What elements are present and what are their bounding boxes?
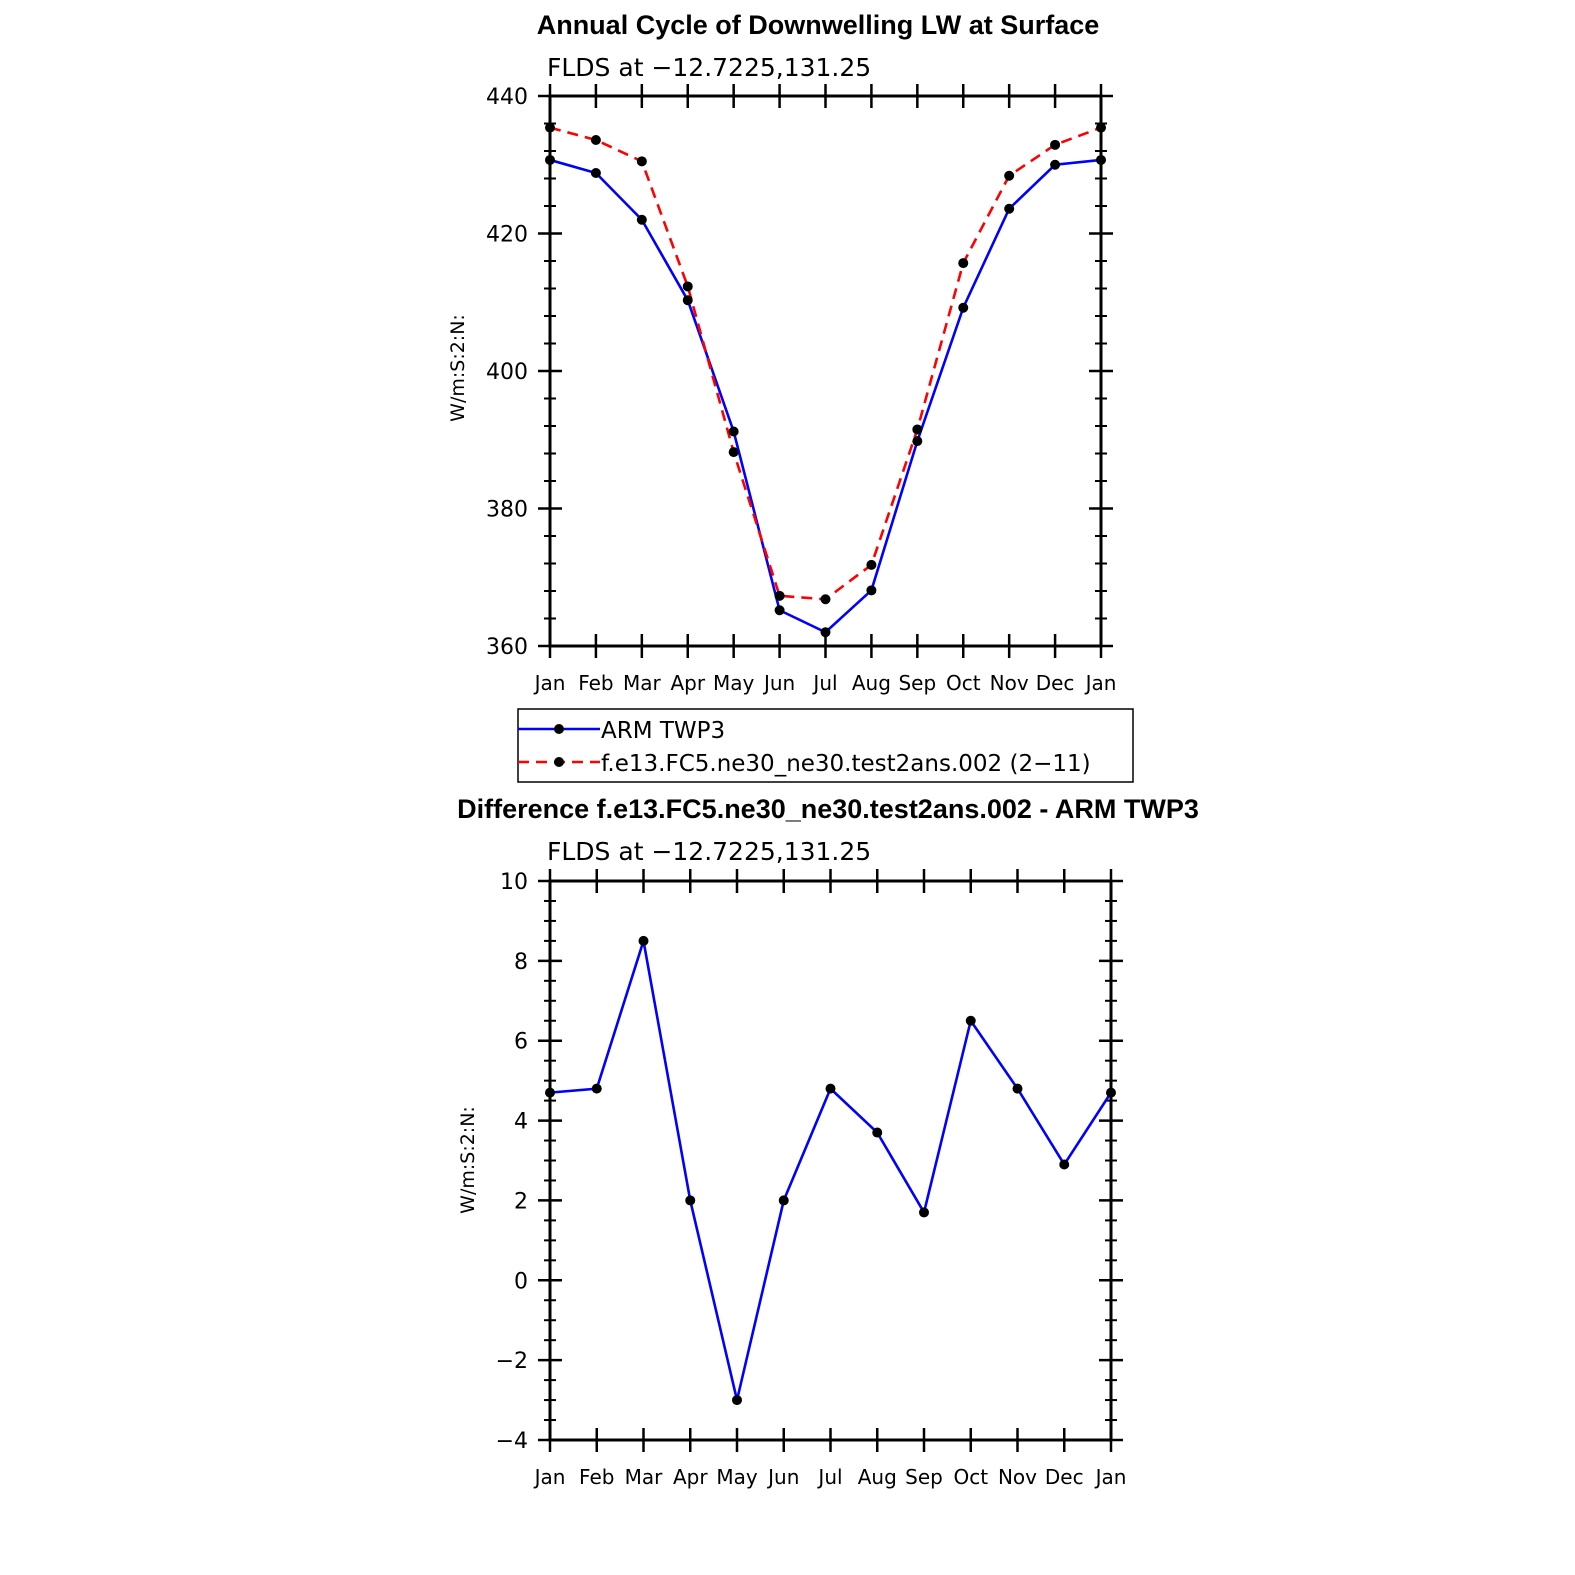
x-tick-label: Jun: [763, 671, 796, 695]
data-point: [1050, 140, 1060, 150]
data-point: [775, 605, 785, 615]
data-point: [683, 295, 693, 305]
x-tick-label: Jul: [818, 1465, 843, 1489]
data-point: [591, 135, 601, 145]
x-tick-label: Apr: [670, 671, 706, 695]
x-tick-label: Jan: [1095, 1465, 1127, 1489]
x-tick-label: Jan: [534, 1465, 566, 1489]
chart-subtitle: FLDS at −12.7225,131.25: [547, 53, 872, 82]
tick-marks: [538, 84, 1113, 658]
data-point: [866, 560, 876, 570]
x-tick-label: Dec: [1044, 1465, 1084, 1489]
x-tick-label: Aug: [857, 1465, 897, 1489]
data-point: [729, 427, 739, 437]
legend-entry-model: [518, 751, 1091, 777]
x-tick-label: Jan: [534, 671, 566, 695]
y-tick-label: 4: [514, 1109, 528, 1135]
data-point: [775, 591, 785, 601]
y-axis-label: W/m:S:2:N:: [457, 1106, 479, 1214]
y-tick-label: −4: [495, 1429, 528, 1454]
x-tick-label: Mar: [624, 1465, 663, 1489]
data-point: [1004, 171, 1014, 181]
data-point: [866, 585, 876, 595]
y-tick-label: 360: [486, 635, 528, 660]
x-tick-label: Sep: [898, 671, 937, 695]
data-point: [826, 1084, 836, 1094]
data-point: [1013, 1084, 1023, 1094]
x-tick-label: Aug: [851, 671, 891, 695]
data-point: [821, 594, 831, 604]
y-tick-label: 2: [514, 1189, 528, 1215]
data-point: [639, 936, 649, 946]
data-point: [958, 303, 968, 313]
data-point: [1106, 1088, 1116, 1098]
x-tick-label: Oct: [945, 671, 981, 695]
y-tick-label: 400: [486, 360, 528, 385]
data-point: [1004, 204, 1014, 214]
x-tick-labels: [533, 1465, 1127, 1489]
data-point: [779, 1195, 789, 1205]
x-tick-label: Nov: [997, 1465, 1038, 1489]
series-line-1: [550, 160, 1101, 632]
tick-marks: [538, 869, 1123, 1452]
y-tick-label: 380: [486, 497, 528, 523]
data-point: [1050, 160, 1060, 170]
x-tick-label: Jun: [768, 1465, 800, 1489]
series-layer: [545, 936, 1116, 1405]
x-tick-label: Feb: [578, 671, 614, 695]
data-point: [872, 1128, 882, 1138]
chart-title: Annual Cycle of Downwelling LW at Surface: [536, 10, 1100, 40]
y-tick-labels: [496, 870, 528, 1454]
data-point: [1096, 155, 1106, 165]
chart-title: Difference f.e13.FC5.ne30_ne30.test2ans.002 - ARM TWP3: [457, 794, 1199, 824]
x-tick-label: Mar: [622, 671, 661, 695]
data-point: [1096, 123, 1106, 133]
chart-subtitle: FLDS at −12.7225,131.25: [547, 837, 872, 866]
y-tick-label: 420: [486, 222, 528, 248]
data-point: [912, 424, 922, 434]
data-point: [729, 447, 739, 457]
y-tick-label: 0: [514, 1269, 528, 1295]
series-line-1: [550, 941, 1111, 1400]
x-tick-label: Jul: [813, 671, 838, 695]
x-tick-label: Apr: [672, 1465, 708, 1489]
x-tick-label: Oct: [953, 1465, 989, 1489]
data-point: [958, 258, 968, 268]
y-tick-label: 10: [500, 870, 528, 895]
x-tick-labels: [533, 671, 1117, 695]
difference-panel: [457, 794, 1199, 1489]
series-layer: [545, 123, 1106, 638]
x-tick-label: Jan: [1085, 671, 1117, 695]
data-point: [545, 155, 555, 165]
data-point: [919, 1207, 929, 1217]
data-point: [545, 1088, 555, 1098]
x-tick-label: Sep: [905, 1465, 943, 1489]
plot-frame: [550, 96, 1101, 646]
data-point: [637, 215, 647, 225]
x-tick-label: May: [716, 1465, 758, 1489]
x-tick-label: Feb: [579, 1465, 615, 1489]
data-point: [912, 436, 922, 446]
plot-frame: [550, 881, 1111, 1440]
legend-marker: [554, 724, 564, 734]
annual-cycle-panel: [447, 10, 1116, 695]
data-point: [683, 281, 693, 291]
data-point: [732, 1395, 742, 1405]
y-tick-labels: [486, 85, 528, 660]
data-point: [966, 1016, 976, 1026]
legend-label-series-2: f.e13.FC5.ne30_ne30.test2ans.002 (2−11): [601, 751, 1091, 777]
data-point: [637, 156, 647, 166]
x-tick-label: Nov: [989, 671, 1029, 695]
data-point: [685, 1195, 695, 1205]
x-tick-label: May: [712, 671, 755, 695]
data-point: [545, 123, 555, 133]
y-tick-label: 6: [514, 1029, 528, 1055]
y-tick-label: −2: [495, 1349, 528, 1375]
y-axis-label: W/m:S:2:N:: [447, 314, 469, 422]
legend-label-series-1: ARM TWP3: [601, 718, 726, 744]
y-tick-label: 440: [486, 85, 528, 110]
legend: [518, 709, 1133, 782]
data-point: [592, 1084, 602, 1094]
legend-marker: [554, 757, 564, 767]
y-tick-label: 8: [514, 949, 528, 975]
data-point: [591, 168, 601, 178]
data-point: [821, 627, 831, 637]
data-point: [1059, 1159, 1069, 1169]
x-tick-label: Dec: [1035, 671, 1075, 695]
